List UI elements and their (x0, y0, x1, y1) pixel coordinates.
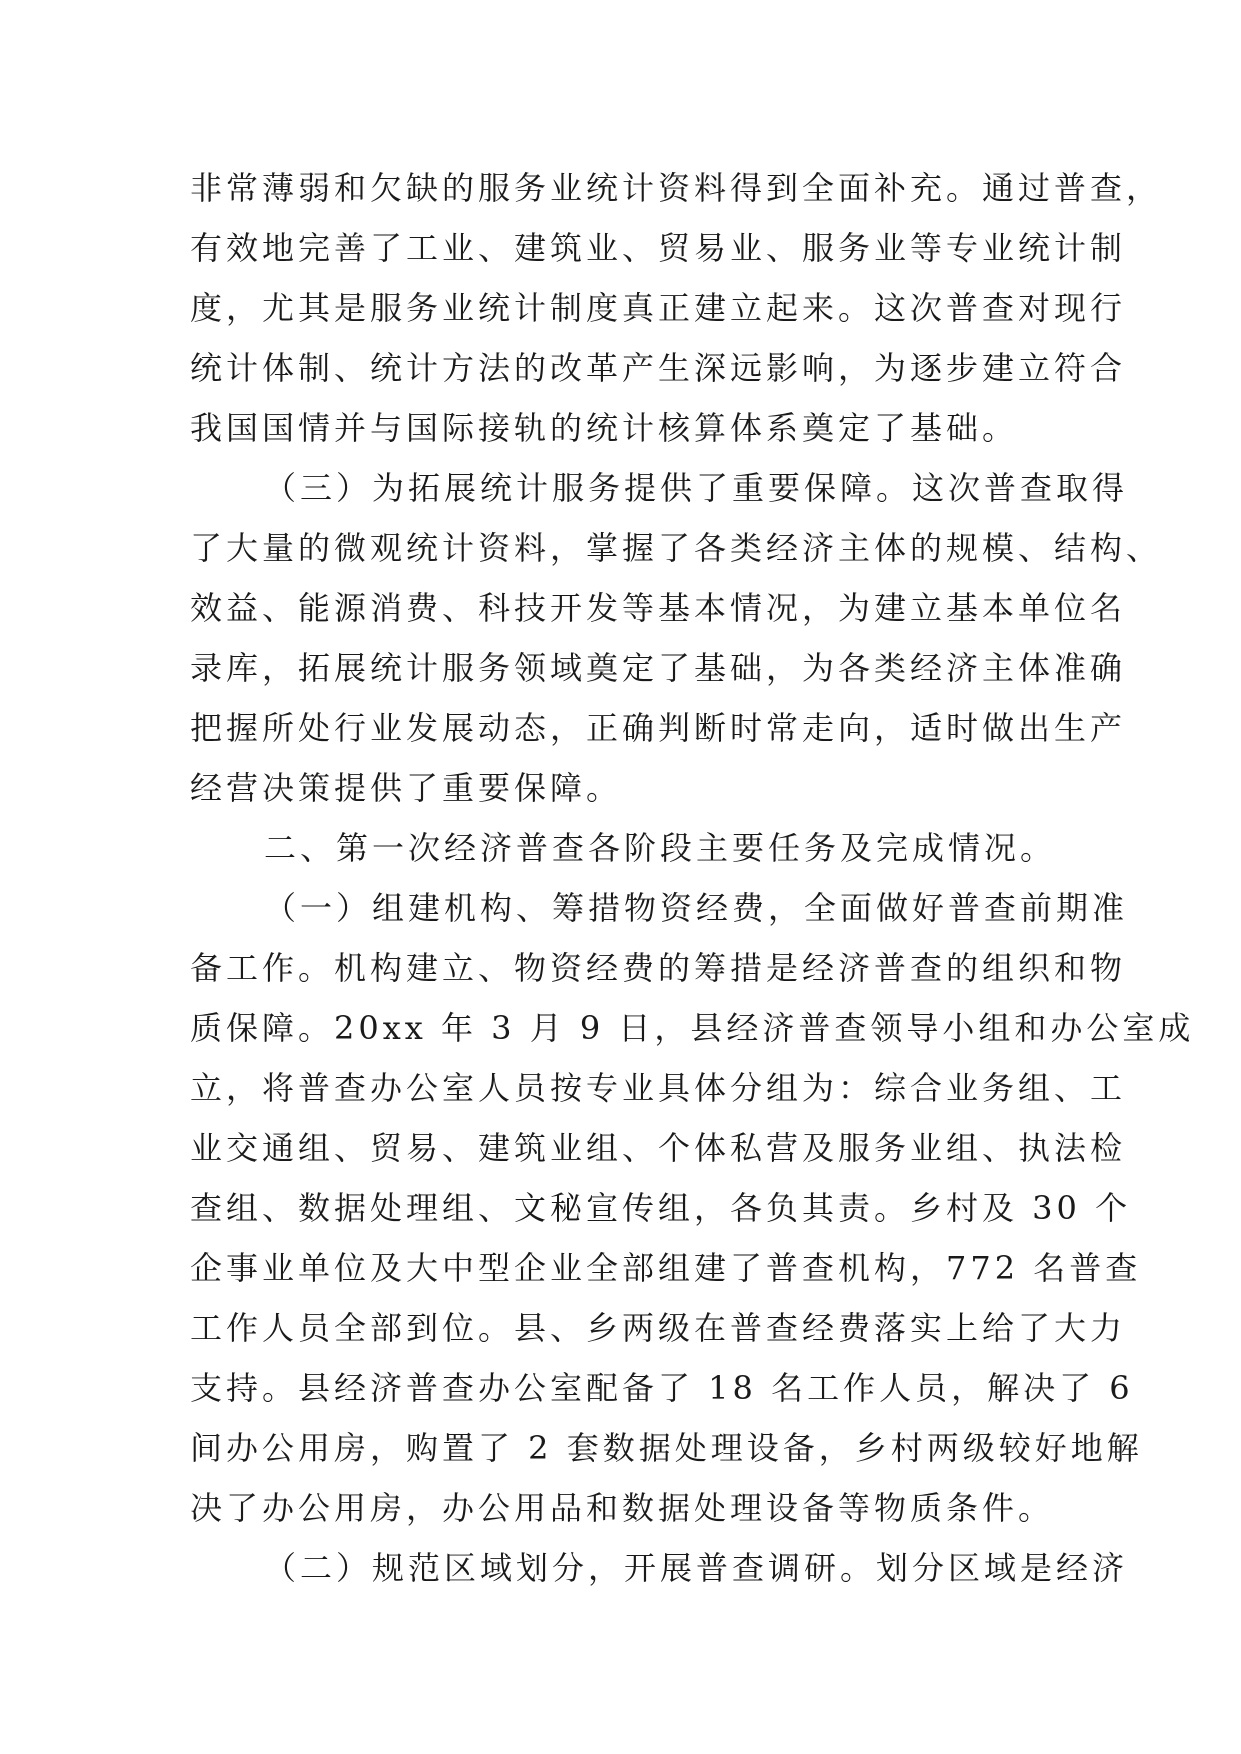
paragraph-continuation (190, 158, 1163, 458)
text-line: （二）规范区域划分，开展普查调研。划分区域是经济 (264, 1549, 1129, 1587)
paragraph-subsection-1 (190, 878, 1195, 1538)
text-line: （一）组建机构、筹措物资经费，全面做好普查前期准 (264, 889, 1129, 927)
text-line: 统计体制、统计方法的改革产生深远影响，为逐步建立符合 (190, 349, 1127, 387)
text-line: 查组、数据处理组、文秘宣传组，各负其责。乡村及 30 个 (190, 1189, 1132, 1227)
text-line: 把握所处行业发展动态，正确判断时常走向，适时做出生产 (190, 709, 1127, 747)
text-line: 质保障。20xx 年 3 月 9 日，县经济普查领导小组和办公室成 (190, 1009, 1195, 1047)
text-line: 备工作。机构建立、物资经费的筹措是经济普查的组织和物 (190, 949, 1127, 987)
section-heading: 二、第一次经济普查各阶段主要任务及完成情况。 (264, 829, 1057, 867)
text-line: （三）为拓展统计服务提供了重要保障。这次普查取得 (264, 469, 1129, 507)
text-line: 度，尤其是服务业统计制度真正建立起来。这次普查对现行 (190, 289, 1127, 327)
paragraph-section-3 (190, 458, 1163, 818)
text-line: 经营决策提供了重要保障。 (190, 769, 623, 807)
text-line: 了大量的微观统计资料，掌握了各类经济主体的规模、结构、 (190, 529, 1163, 567)
text-line: 录库，拓展统计服务领域奠定了基础，为各类经济主体准确 (190, 649, 1127, 687)
paragraph-subsection-2 (190, 1538, 1129, 1598)
text-line: 我国国情并与国际接轨的统计核算体系奠定了基础。 (190, 409, 1019, 447)
text-line: 决了办公用房，办公用品和数据处理设备等物质条件。 (190, 1489, 1055, 1527)
text-line: 工作人员全部到位。县、乡两级在普查经费落实上给了大力 (190, 1309, 1127, 1347)
text-line: 有效地完善了工业、建筑业、贸易业、服务业等专业统计制 (190, 229, 1127, 267)
text-line: 效益、能源消费、科技开发等基本情况，为建立基本单位名 (190, 589, 1127, 627)
text-line: 非常薄弱和欠缺的服务业统计资料得到全面补充。通过普查， (190, 169, 1163, 207)
text-line: 业交通组、贸易、建筑业组、个体私营及服务业组、执法检 (190, 1129, 1127, 1167)
paragraph-heading-2 (190, 818, 1090, 878)
text-line: 立，将普查办公室人员按专业具体分组为：综合业务组、工 (190, 1069, 1127, 1107)
text-line: 企事业单位及大中型企业全部组建了普查机构，772 名普查 (190, 1249, 1142, 1287)
text-line: 支持。县经济普查办公室配备了 18 名工作人员，解决了 6 (190, 1369, 1134, 1407)
document-body (190, 158, 1195, 1598)
text-line: 间办公用房，购置了 2 套数据处理设备，乡村两级较好地解 (190, 1429, 1143, 1467)
